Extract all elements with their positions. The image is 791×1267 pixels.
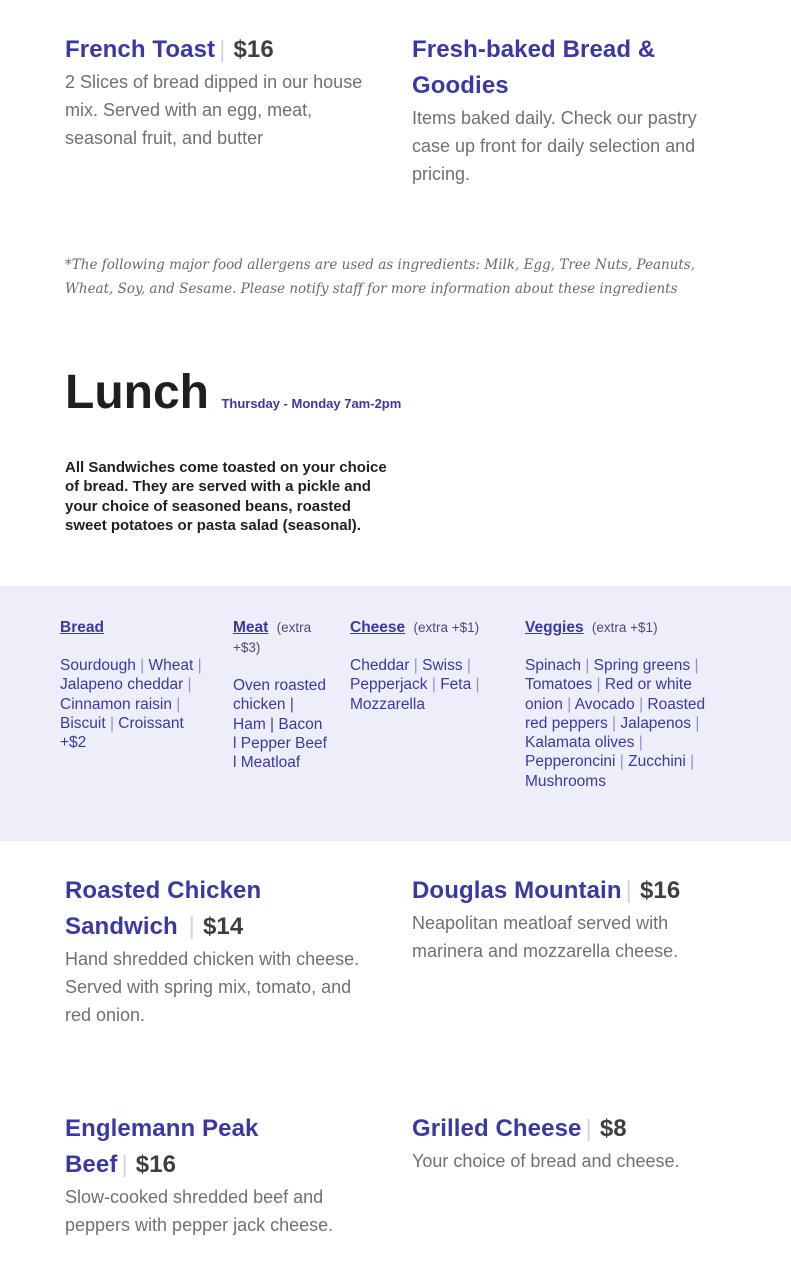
menu-item-douglas-mountain [412, 873, 730, 965]
option-item: Biscuit [60, 714, 106, 732]
item-description: Neapolitan meatloaf served with marinera and mozzarella cheese. [412, 913, 679, 961]
option-separator: | [172, 695, 181, 713]
option-separator: | [462, 657, 471, 674]
option-separator: | [634, 695, 648, 713]
menu-item-bread-goodies [412, 32, 730, 188]
option-heading [233, 618, 329, 658]
item-description: Slow-cooked shredded beef and peppers with pepper jack cheese. [65, 1187, 334, 1235]
item-description: Hand shredded chicken with cheese. Served with spring mix, tomato, and red onion. [65, 949, 360, 1025]
option-heading-link[interactable]: Veggies [525, 619, 584, 636]
option-column-cheese [350, 618, 495, 714]
option-separator: | [562, 695, 575, 713]
menu-item-englemann-peak-beef [65, 1111, 375, 1239]
option-item: Swiss [422, 657, 463, 674]
option-separator: | [105, 714, 119, 732]
item-description: Items baked daily. Check our pastry case up front for daily selection and pricing. [412, 108, 697, 184]
option-item: Kalamata olives [525, 734, 635, 752]
price-separator: | [625, 877, 632, 904]
option-separator: | [607, 714, 621, 732]
option-item: Cinnamon raisin [60, 695, 172, 713]
option-extra-price: (extra +$3) [233, 620, 312, 655]
option-item: Red or white onion [525, 676, 692, 713]
item-price: $16 [135, 1151, 177, 1178]
option-item: Croissant +$2 [60, 714, 184, 752]
option-item: Tomatoes [525, 676, 593, 694]
option-separator: | [471, 676, 480, 694]
menu-item-roasted-chicken [65, 873, 375, 1029]
option-separator: | [634, 734, 643, 752]
option-item: Spinach [525, 657, 582, 674]
lunch-header [65, 360, 405, 426]
option-item: Jalapenos [620, 714, 692, 732]
menu-item-french-toast [65, 32, 365, 152]
item-title [412, 1111, 730, 1147]
build-your-own-options [0, 586, 791, 841]
option-item: Jalapeno cheddar [60, 676, 184, 694]
item-title [65, 873, 375, 945]
option-list [525, 656, 725, 791]
section-title: Lunch [65, 366, 209, 419]
option-item: Mushrooms [525, 772, 606, 790]
option-separator: | [691, 714, 700, 732]
option-separator: | [685, 753, 695, 771]
option-item: Cheddar [350, 657, 410, 674]
item-title [412, 873, 730, 909]
item-price: $16 [639, 877, 681, 904]
option-item: Wheat [148, 657, 194, 674]
item-name: Douglas Mountain [412, 877, 622, 904]
option-item: Pepperjack [350, 676, 428, 694]
price-separator: | [585, 1115, 592, 1142]
menu-item-grilled-cheese [412, 1111, 730, 1175]
item-title [412, 32, 730, 104]
item-name: French Toast [65, 36, 216, 63]
option-item: Pepperoncini [525, 753, 616, 771]
option-item: Zucchini [628, 753, 686, 771]
option-item: Sourdough [60, 657, 136, 674]
item-name: Englemann Peak Beef [65, 1115, 259, 1178]
option-separator: | [193, 657, 202, 674]
item-name: Grilled Cheese [412, 1115, 582, 1142]
option-heading [525, 618, 725, 638]
item-description: Your choice of bread and cheese. [412, 1151, 680, 1171]
option-separator: | [135, 657, 149, 674]
option-separator: | [427, 676, 441, 694]
option-heading-link[interactable]: Bread [60, 619, 104, 636]
price-separator: | [188, 913, 195, 940]
option-column-veggies [525, 618, 725, 791]
item-price: $8 [599, 1115, 627, 1142]
option-separator: | [615, 753, 629, 771]
option-separator: | [183, 676, 192, 694]
item-price: $16 [233, 36, 274, 63]
option-heading [350, 618, 495, 638]
allergen-note: *The following major food allergens are used as ingredients: Milk, Egg, Tree Nuts, Peanuts, Wheat, Soy, and Sesame. Please notify staff for more information about these ingredients [65, 257, 696, 297]
option-separator: | [409, 657, 423, 674]
option-heading [60, 618, 210, 638]
item-name: Roasted Chicken Sandwich [65, 877, 262, 940]
option-column-bread [60, 618, 210, 752]
option-separator: | [592, 676, 605, 694]
option-column-meat [233, 618, 329, 772]
option-item: Mozzarella [350, 695, 425, 713]
item-price: $14 [202, 913, 244, 940]
section-hours: Thursday - Monday 7am-2pm [221, 396, 402, 411]
option-separator: | [690, 657, 699, 674]
option-extra-price: (extra +$1) [591, 620, 658, 635]
option-separator: | [581, 657, 594, 674]
option-item: Feta [440, 676, 472, 694]
price-separator: | [121, 1151, 128, 1178]
price-separator: | [219, 36, 226, 63]
item-title [65, 1111, 375, 1183]
item-description: 2 Slices of bread dipped in our house mix. Served with an egg, meat, seasonal fruit, and butter [65, 72, 363, 148]
option-heading-link[interactable]: Cheese [350, 619, 406, 636]
option-list: Oven roasted chicken | Ham | Bacon l Pepper Beef l Meatloaf [233, 677, 327, 772]
option-extra-price: (extra +$1) [413, 620, 480, 635]
sandwich-note: All Sandwiches come toasted on your choice of bread. They are served with a pickle and your choice of seasoned beans, roasted sweet potatoes or pasta salad (seasonal). [65, 459, 387, 534]
option-heading-link[interactable]: Meat [233, 619, 269, 636]
option-item: Avocado [574, 695, 635, 713]
option-item: Roasted red peppers [525, 695, 706, 732]
item-name: Fresh-baked Bread & Goodies [412, 36, 656, 99]
option-list [350, 656, 495, 714]
option-list [60, 656, 210, 752]
option-item: Spring greens [593, 657, 691, 674]
item-title [65, 32, 365, 68]
